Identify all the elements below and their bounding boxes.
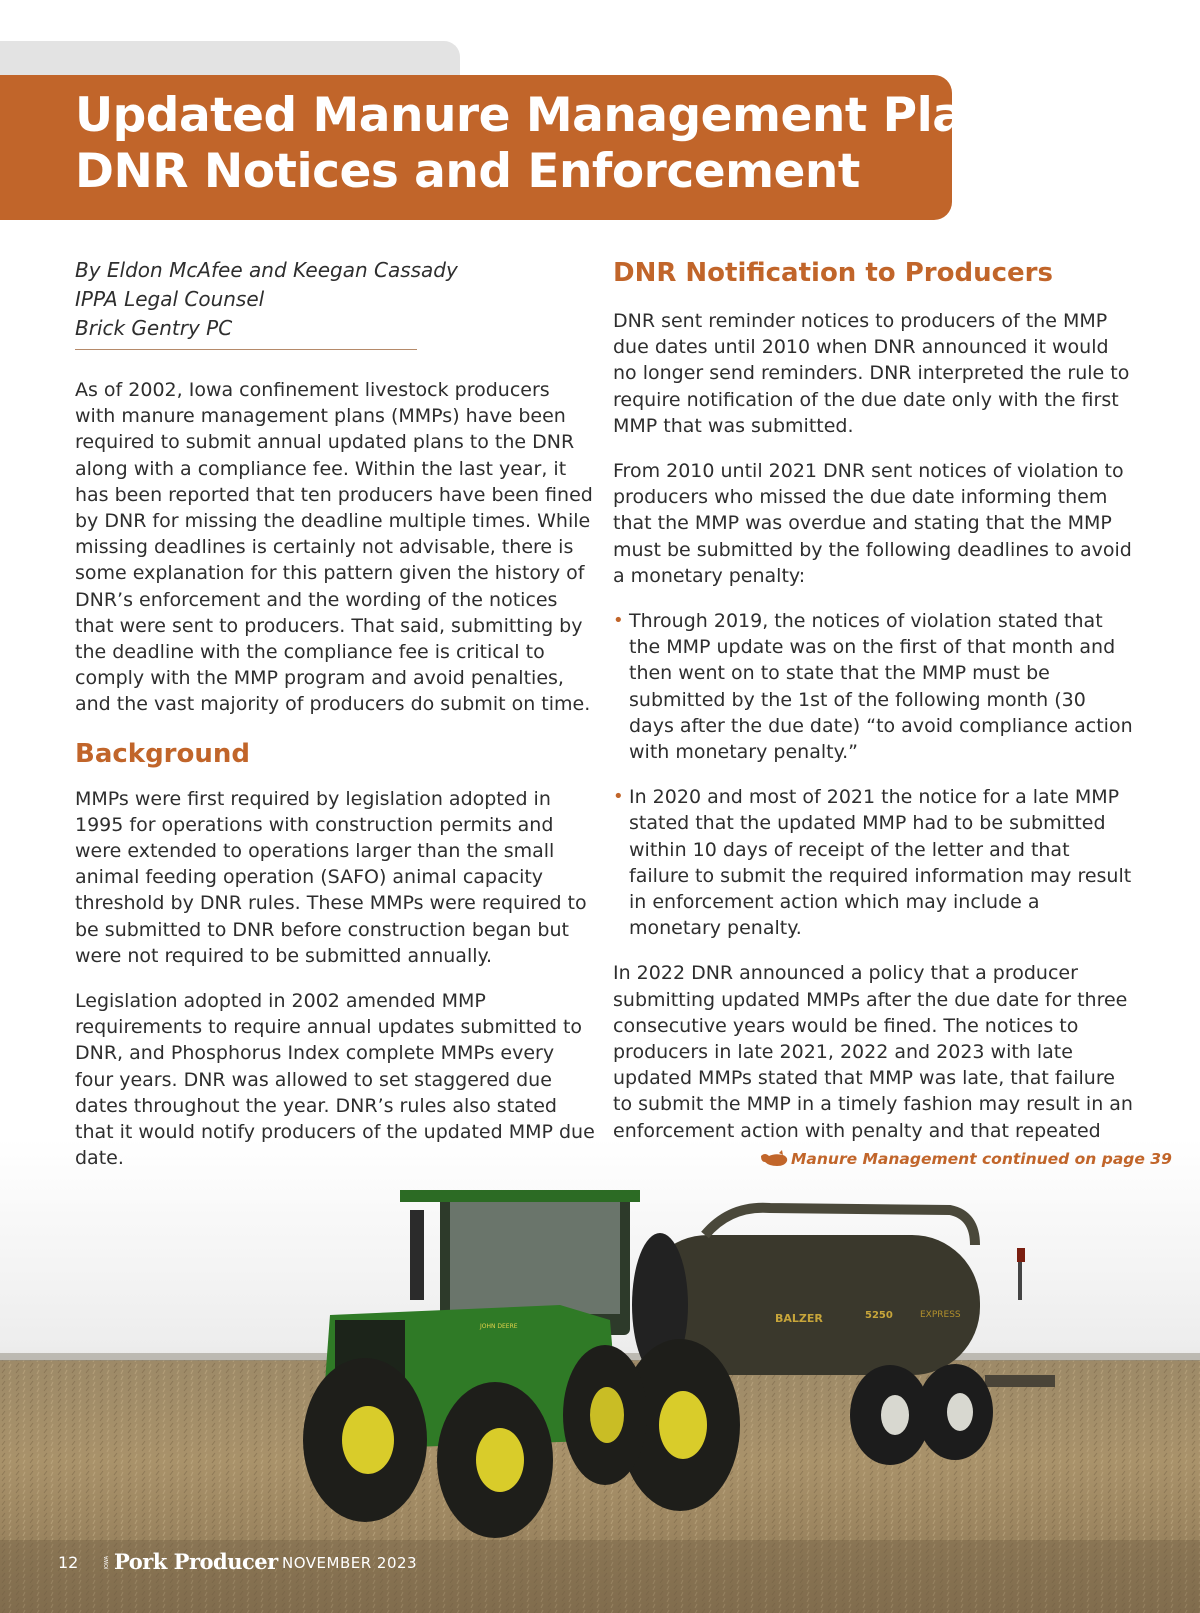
issue-date: NOVEMBER 2023 (282, 1554, 418, 1572)
bullet-item (613, 608, 1133, 765)
bullet-text: In 2020 and most of 2021 the notice for a late MMP stated that the updated MMP had to be submitted within 10 days of receipt of the letter and that failure to submit the required information may result in enforcement action which may include a monetary penalty. (629, 786, 1132, 940)
byline-divider (75, 349, 417, 350)
bullet-item (613, 784, 1133, 941)
intro-paragraph: As of 2002, Iowa confinement livestock producers with manure management plans (MMPs) have been required to submit annual updated plans to the DNR along with a compliance fee. Within the last year, it has been reported that ten producers have been fined by DNR for missing the deadline multiple times. While missing deadlines is certainly not advisable, there is some explanation for this pattern given the history of DNR’s enforcement and the wording of the notices that were sent to producers. That said, submitting by the deadline with the compliance fee is critical to comply with the MMP program and avoid penalties, and the vast majority of producers do submit on time. (75, 379, 593, 716)
right-paragraph-3: In 2022 DNR announced a policy that a producer submitting updated MMPs after the due date for three consecutive years would be fined. The notices to producers in late 2021, 2022 and 2023 with late updated MMPs stated that MMP was late, that failure to submit the MMP in a timely fashion may result in an enforcement action with penalty and that repeated (613, 962, 1133, 1142)
continued-on-page-link[interactable]: Manure Management continued on page 39 (791, 1150, 1172, 1168)
byline (75, 256, 595, 343)
byline-role: IPPA Legal Counsel (75, 287, 265, 311)
byline-authors: By Eldon McAfee and Keegan Cassady (75, 258, 458, 282)
tank-brand-label: BALZER (775, 1312, 823, 1325)
page-number: 12 (58, 1553, 79, 1572)
bullet-text: Through 2019, the notices of violation stated that the MMP update was on the first of that month and then went on to state that the MMP must be submitted by the 1st of the following month (30 days after the due date) “to avoid compliance action with monetary penalty.” (629, 610, 1133, 764)
tank-word-label: EXPRESS (920, 1310, 961, 1320)
bullet-dot: • (613, 610, 624, 632)
pig-icon (759, 1150, 789, 1168)
left-column (75, 256, 595, 1190)
tank-model-label: 5250 (865, 1310, 893, 1321)
article-title-line-1: Updated Manure Management Plans; (75, 88, 1043, 143)
bullet-dot: • (613, 786, 624, 808)
right-paragraph-1: DNR sent reminder notices to producers of the MMP due dates until 2010 when DNR announced it would no longer send reminders. DNR interpreted the rule to require notification of the due date only with the first MMP that was submitted. (613, 310, 1130, 437)
tractor-brand-label: JOHN DEERE (480, 1323, 518, 1330)
magazine-prefix: IOWA (104, 1556, 110, 1570)
background-paragraph-1: MMPs were first required by legislation adopted in 1995 for operations with construction permits and were extended to operations larger than the small animal feeding operation (SAFO) animal capacity threshold by DNR rules. These MMPs were required to be submitted to DNR before construction began but were not required to be submitted annually. (75, 787, 587, 967)
right-paragraph-2: From 2010 until 2021 DNR sent notices of violation to producers who missed the due date informing them that the MMP was overdue and stating that the MMP must be submitted by the following deadlines to avoid a monetary penalty: (613, 460, 1132, 587)
page-footer (0, 1549, 1200, 1579)
background-heading: Background (75, 738, 250, 769)
magazine-logo: Pork Producer (114, 1549, 278, 1574)
right-column (613, 256, 1133, 1163)
article-title-line-2: DNR Notices and Enforcement (75, 144, 860, 199)
byline-firm: Brick Gentry PC (75, 316, 233, 340)
dnr-notification-heading: DNR Notification to Producers (613, 258, 1053, 288)
background-paragraph-2: Legislation adopted in 2002 amended MMP requirements to require annual updates submitted to DNR, and Phosphorus Index complete MMPs every four years. DNR was allowed to set staggered due dates throughout the year. DNR’s rules also stated that it would notify producers of the updated MMP due date. (75, 990, 595, 1170)
